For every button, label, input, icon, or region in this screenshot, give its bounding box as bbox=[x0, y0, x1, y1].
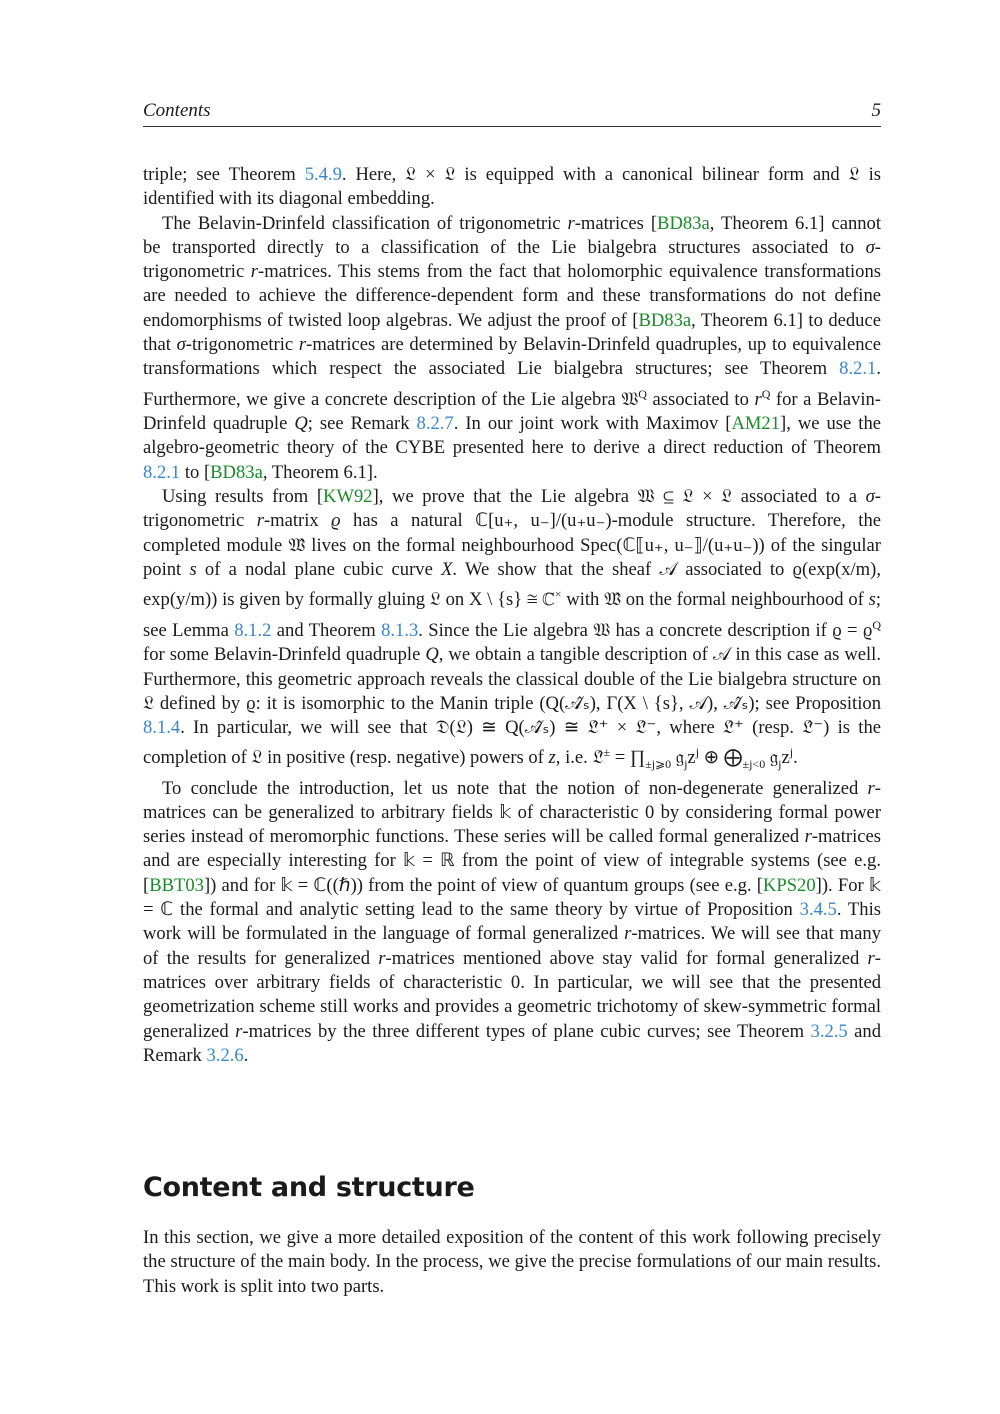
text-run: . bbox=[793, 747, 798, 769]
text-run: . In our joint work with Maximov [ bbox=[453, 413, 732, 435]
running-header bbox=[143, 98, 881, 127]
text-run: -trigonometric bbox=[185, 334, 299, 356]
math-symbol: Q bbox=[294, 413, 308, 435]
math-symbol: s bbox=[868, 589, 876, 611]
text-run: of a nodal plane cubic curve bbox=[196, 558, 442, 580]
cross-reference-link[interactable]: 8.2.1 bbox=[143, 461, 181, 483]
text-run: The Belavin-Drinfeld classification of trigonometric bbox=[162, 212, 568, 234]
math-symbol: ϱ bbox=[331, 510, 341, 532]
text-run: with 𝔚̂ on the formal neighbourhood of bbox=[561, 589, 869, 611]
math-symbol: s bbox=[189, 558, 197, 580]
text-run: . Here, 𝔏 × 𝔏 is equipped with a canonical bilinear form and 𝔏 is identified with its diagonal embedding. bbox=[143, 164, 881, 210]
math-symbol: r bbox=[754, 388, 762, 410]
text-run: To conclude the introduction, let us note that the notion of non-degenerate generalized bbox=[162, 777, 868, 799]
paragraph-3 bbox=[143, 485, 881, 777]
math-symbol: r bbox=[804, 826, 812, 848]
text-run: -matrices can be generalized to arbitrary fields 𝕜 of characteristic 0 by considering formal power series instead of meromorphic functions. These series will be called formal generalized bbox=[143, 777, 881, 848]
math-symbol: X bbox=[441, 558, 453, 580]
math-symbol: z bbox=[548, 747, 556, 769]
superscript: j bbox=[789, 745, 794, 760]
text-run: , Theorem 6.1]. bbox=[262, 461, 378, 483]
citation-link[interactable]: BBT03 bbox=[149, 874, 204, 896]
superscript: Q bbox=[638, 386, 647, 401]
text-run: , Theorem 6.1] cannot be transported directly to a classification of the Lie bialgebra structures associated to bbox=[143, 212, 882, 258]
subscript: ±j⩾0 bbox=[645, 757, 672, 772]
text-run: z bbox=[687, 747, 696, 769]
paragraph-4 bbox=[143, 777, 881, 1069]
citation-link[interactable]: KPS20 bbox=[762, 874, 816, 896]
section-heading: Content and structure bbox=[143, 1172, 475, 1203]
cross-reference-link[interactable]: 3.2.5 bbox=[810, 1020, 848, 1042]
math-symbol: Q bbox=[425, 644, 439, 666]
text-run: has a natural ℂ[u₊, u₋]/(u₊u₋)-module structure. Therefore, the completed module 𝔚̂ lives on the formal neighbourhood Spec(ℂ⟦u₊, u₋⟧/(u₊u₋)) of the singular point bbox=[143, 510, 881, 580]
text-run: -trigonometric bbox=[143, 236, 881, 283]
citation-link[interactable]: BD83a bbox=[657, 212, 710, 234]
text-run: to [ bbox=[180, 461, 211, 483]
cross-reference-link[interactable]: 3.2.6 bbox=[206, 1044, 244, 1066]
text-run: -trigonometric bbox=[143, 486, 881, 532]
subscript: ±j<0 bbox=[742, 757, 766, 772]
citation-link[interactable]: AM21 bbox=[731, 413, 780, 435]
cross-reference-link[interactable]: 5.4.9 bbox=[304, 164, 342, 185]
cross-reference-link[interactable]: 8.2.7 bbox=[416, 413, 454, 435]
text-run: -matrix bbox=[263, 510, 332, 532]
math-symbol: r bbox=[624, 923, 632, 945]
text-run: 𝔤 bbox=[671, 747, 685, 769]
citation-link[interactable]: BD83a bbox=[210, 461, 263, 483]
math-symbol: r bbox=[567, 212, 575, 234]
citation-link[interactable]: KW92 bbox=[323, 486, 373, 508]
cross-reference-link[interactable]: 8.1.3 bbox=[381, 619, 419, 641]
text-run: -matrices [ bbox=[574, 212, 658, 234]
subscript: j bbox=[684, 757, 688, 772]
chapter-title: Contents bbox=[143, 100, 211, 121]
section-body bbox=[143, 1226, 881, 1299]
math-symbol: r bbox=[256, 510, 264, 532]
text-run: -matrices. We will see that many of the results for generalized bbox=[143, 923, 881, 969]
text-run: . In particular, we will see that 𝔇(𝔏) ≅ Q(𝒜̂ₛ) ≅ 𝔏̂⁺ × 𝔏̂⁻, where 𝔏̂⁺ (resp. 𝔏̂⁻) is the completion of 𝔏 in positive (resp. negative) powers of bbox=[143, 717, 881, 769]
text-run: = ∏ bbox=[610, 747, 646, 769]
paragraph-1 bbox=[143, 163, 881, 212]
math-symbol: r bbox=[298, 334, 307, 356]
text-run: . bbox=[243, 1044, 249, 1066]
math-symbol: σ bbox=[865, 236, 875, 258]
text-run: associated to bbox=[646, 388, 755, 410]
text-run: ], we prove that the Lie algebra 𝔚 ⊆ 𝔏 × 𝔏 associated to a bbox=[372, 486, 866, 508]
superscript: Q bbox=[872, 617, 881, 632]
text-run: , we obtain a tangible description of 𝒜 in this case as well. Furthermore, this geometric approach reveals the classical double of the Lie bialgebra structure on 𝔏 defined by ϱ: it is isomorphic to the Manin triple (Q(𝒜̂ₛ), Γ(X \ {s}, 𝒜), 𝒜̂ₛ); see Proposition bbox=[143, 644, 881, 714]
math-symbol: r bbox=[867, 777, 875, 799]
superscript: × bbox=[554, 587, 562, 602]
page-number: 5 bbox=[871, 100, 881, 121]
cross-reference-link[interactable]: 8.2.1 bbox=[839, 358, 877, 380]
math-symbol: σ bbox=[865, 486, 875, 508]
text-run: for some Belavin-Drinfeld quadruple bbox=[143, 644, 426, 666]
text-run: triple; see Theorem bbox=[143, 164, 305, 185]
text-run: -matrices are determined by Belavin-Drinfeld quadruples, up to equivalence transformations which respect the associated Lie bialgebra structures; see Theorem bbox=[143, 334, 881, 380]
text-run: and Theorem bbox=[271, 619, 382, 641]
text-run: ; see Remark bbox=[307, 413, 417, 435]
cross-reference-link[interactable]: 8.1.4 bbox=[143, 717, 181, 739]
text-run: z bbox=[781, 747, 790, 769]
text-run: . We show that the sheaf 𝒜 associated to ϱ(exp(x/m), exp(y/m)) is given by formally gluing 𝔏 on X \ {s} ≅ ℂ bbox=[143, 558, 881, 611]
superscript: j bbox=[695, 745, 700, 760]
subscript: j bbox=[778, 757, 782, 772]
text-run: 𝔤 bbox=[765, 747, 779, 769]
text-run: for a Belavin-Drinfeld quadruple bbox=[143, 388, 881, 435]
cross-reference-link[interactable]: 8.1.2 bbox=[234, 619, 272, 641]
text-run: ; see Lemma bbox=[143, 589, 881, 641]
text-run: and Remark bbox=[143, 1020, 881, 1066]
text-run: ]) and for 𝕜 = ℂ((ℏ)) from the point of view of quantum groups (see e.g. [ bbox=[203, 874, 763, 896]
text-run: Using results from [ bbox=[162, 486, 324, 508]
text-run: -matrices by the three different types of plane cubic curves; see Theorem bbox=[242, 1020, 811, 1042]
cross-reference-link[interactable]: 3.4.5 bbox=[799, 899, 837, 921]
superscript: ± bbox=[603, 745, 611, 760]
section-paragraph: In this section, we give a more detailed exposition of the content of this work following precisely the structure of the main body. In the process, we give the precise formulations of our main results. This work is split into two parts. bbox=[143, 1227, 881, 1297]
text-run: -matrices. This stems from the fact that holomorphic equivalence transformations are needed to achieve the difference-dependent form and these transformations do not define endomorphisms of twisted loop algebras. We adjust the proof of [ bbox=[143, 261, 881, 331]
text-run: , Theorem 6.1] to deduce that bbox=[143, 309, 881, 356]
text-run: . Since the Lie algebra 𝔚 has a concrete description if ϱ = ϱ bbox=[418, 619, 873, 641]
math-symbol: r bbox=[235, 1020, 243, 1042]
citation-link[interactable]: BD83a bbox=[638, 309, 692, 331]
math-symbol: r bbox=[378, 947, 386, 969]
body-text bbox=[143, 163, 881, 1068]
text-run: ]). For 𝕜 = ℂ the formal and analytic setting lead to the same theory by virtue of Proposition bbox=[143, 874, 881, 921]
text-run: -matrices and are especially interesting for 𝕜 = ℝ from the point of view of integrable systems (see e.g. [ bbox=[143, 826, 881, 896]
text-run: . Furthermore, we give a concrete description of the Lie algebra 𝔚 bbox=[143, 358, 881, 410]
text-run: ], we use the algebro-geometric theory of the CYBE presented here to derive a direct reduction of Theorem bbox=[143, 413, 881, 459]
text-run: ⊕ ⨁ bbox=[699, 747, 743, 769]
math-symbol: σ bbox=[176, 334, 186, 356]
math-symbol: r bbox=[250, 261, 259, 283]
math-symbol: r bbox=[867, 947, 875, 969]
text-run: -matrices over arbitrary fields of characteristic 0. In particular, we will see that the presented geometrization scheme still works and provides a geometric trichotomy of skew-symmetric formal generalized bbox=[143, 947, 881, 1042]
text-run: -matrices mentioned above stay valid for formal generalized bbox=[385, 947, 868, 969]
paragraph-2 bbox=[143, 212, 881, 485]
text-run: , i.e. 𝔏̂ bbox=[555, 747, 604, 769]
text-run: . This work will be formulated in the language of formal generalized bbox=[143, 899, 881, 945]
superscript: Q bbox=[761, 386, 771, 401]
